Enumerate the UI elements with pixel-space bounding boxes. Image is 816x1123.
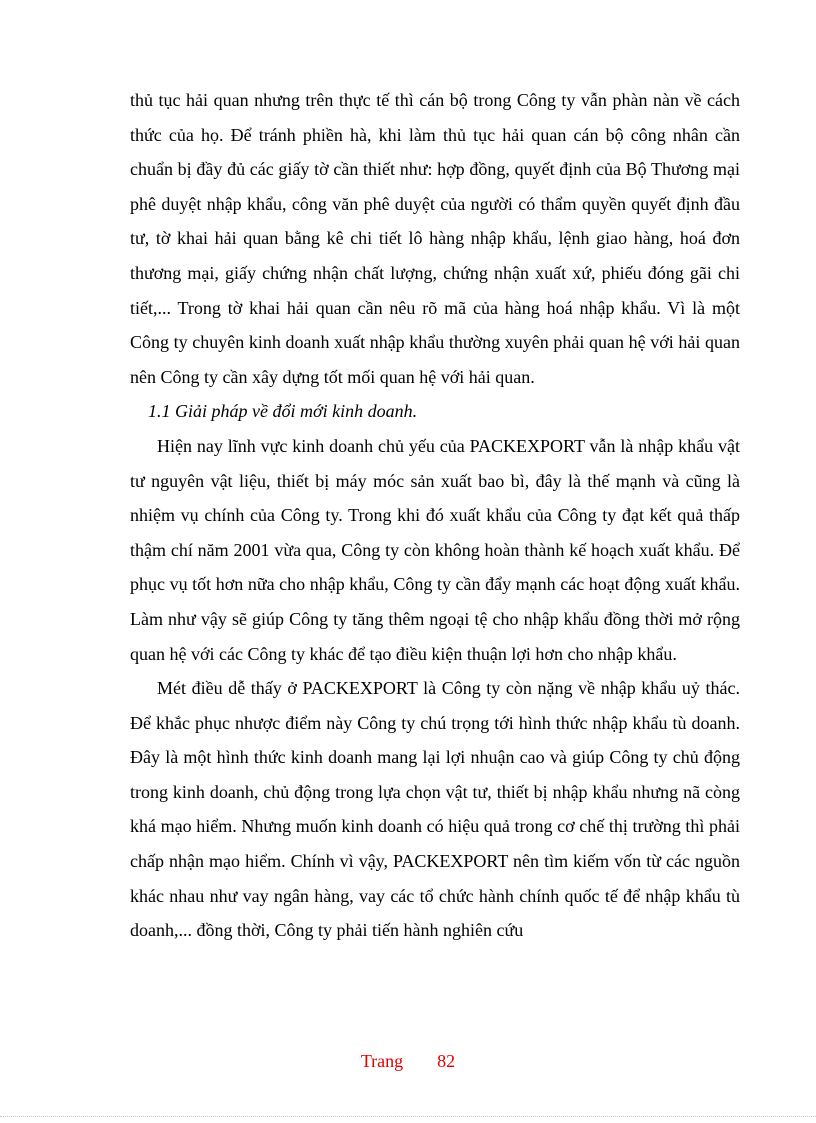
page-bottom-border <box>0 1116 816 1117</box>
page-footer <box>0 1049 816 1073</box>
page-number: 82 <box>437 1051 456 1071</box>
paragraph: Mét điều dễ thấy ở PACKEXPORT là Công ty còn nặng về nhập khẩu uỷ thác. Để khắc phục nhược điểm này Công ty chú trọng tới hình thức nhập khẩu tù doanh. Đây là một hình thức kinh doanh mang lại lợi nhuận cao và giúp Công ty chủ động trong kinh doanh, chủ động trong lựa chọn vật tư, thiết bị nhập khẩu nhưng nã còng khá mạo hiểm. Nhưng muốn kinh doanh có hiệu quả trong cơ chế thị trường thì phải chấp nhận mạo hiểm. Chính vì vậy, PACKEXPORT nên tìm kiếm vốn từ các nguồn khác nhau như vay ngân hàng, vay các tổ chức hành chính quốc tế để nhập khẩu tù doanh,... đồng thời, Công ty phải tiến hành nghiên cứu <box>130 678 740 941</box>
section-heading: 1.1 Giải pháp về đổi mới kinh doanh. <box>148 401 418 422</box>
document-body <box>130 83 740 948</box>
page-label: Trang <box>360 1051 404 1071</box>
paragraph: Hiện nay lĩnh vực kinh doanh chủ yếu của PACKEXPORT vẫn là nhập khẩu vật tư nguyên vật liệu, thiết bị máy móc sản xuất bao bì, đây là thế mạnh và cũng là nhiệm vụ chính của Công ty. Trong khi đó xuất khẩu của Công ty đạt kết quả thấp thậm chí năm 2001 vừa qua, Công ty còn không hoàn thành kế hoạch xuất khẩu. Để phục vụ tốt hơn nữa cho nhập khẩu, Công ty cần đẩy mạnh các hoạt động xuất khẩu. Làm như vậy sẽ giúp Công ty tăng thêm ngoại tệ cho nhập khẩu đồng thời mở rộng quan hệ với các Công ty khác để tạo điều kiện thuận lợi hơn cho nhập khẩu. <box>130 435 740 664</box>
paragraph-continuation: thủ tục hải quan nhưng trên thực tế thì cán bộ trong Công ty vẫn phàn nàn về cách thức của họ. Để tránh phiền hà, khi làm thủ tục hải quan cán bộ công nhân cần chuẩn bị đầy đủ các giấy tờ cần thiết như: hợp đồng, quyết định của Bộ Thương mại phê duyệt nhập khẩu, công văn phê duyệt của người có thẩm quyền quyết định đầu tư, tờ khai hải quan bằng kê chi tiết lô hàng nhập khẩu, lệnh giao hàng, hoá đơn thương mại, giấy chứng nhận chất lượng, chứng nhận xuất xứ, phiếu đóng gãi chi tiết,... Trong tờ khai hải quan cần nêu rõ mã của hàng hoá nhập khẩu. Vì là một Công ty chuyên kinh doanh xuất nhập khẩu thường xuyên phải quan hệ với hải quan nên Công ty cần xây dựng tốt mối quan hệ với hải quan. <box>130 90 740 387</box>
